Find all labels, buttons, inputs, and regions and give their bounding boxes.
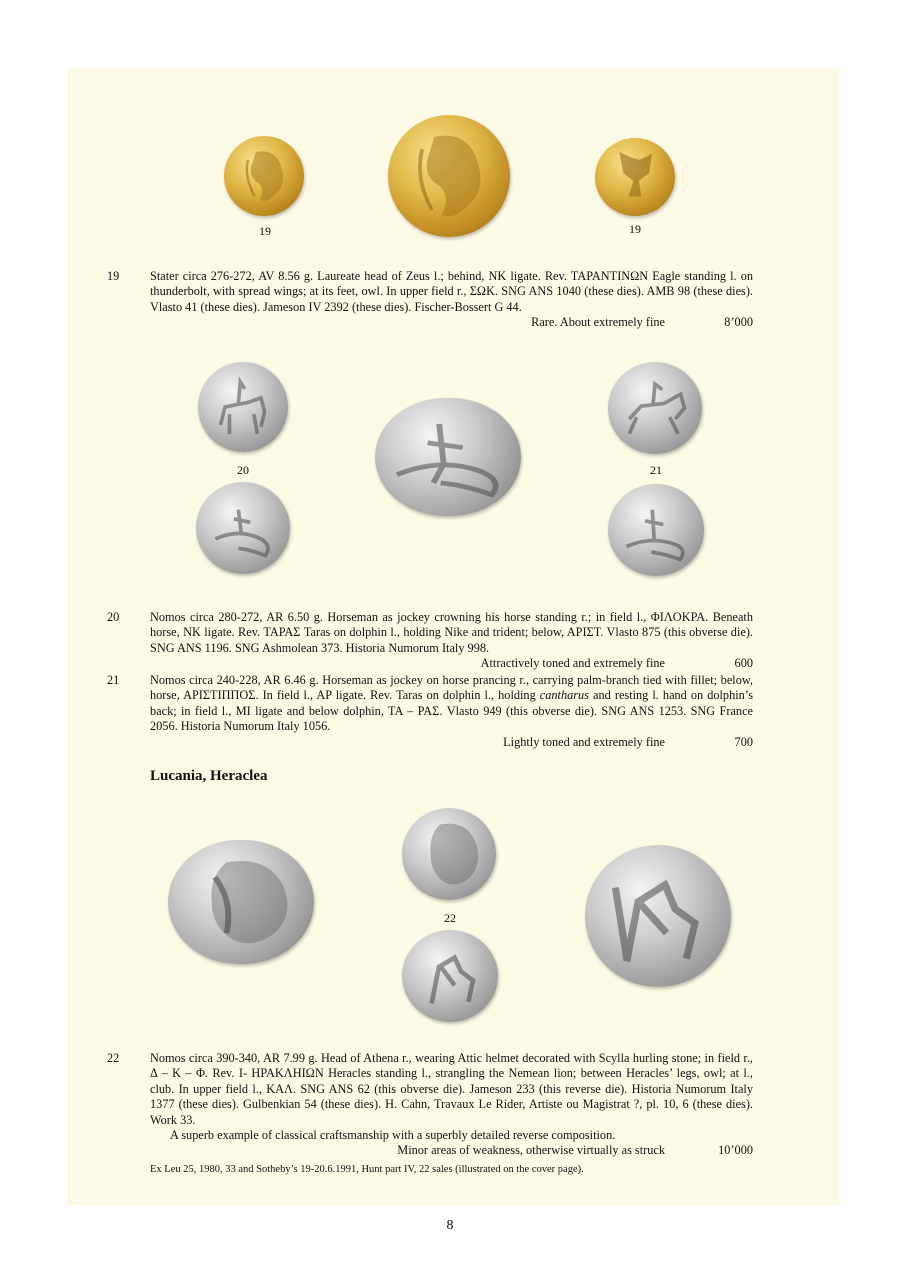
lot-price: 8’000 [724,315,753,330]
coin-20-reverse [196,482,290,574]
coin-21-reverse [608,484,704,576]
coin-label-21: 21 [650,463,662,477]
lot-entry-22 [107,1051,753,1177]
page-number: 8 [446,1218,454,1233]
coin-19-obverse-large [388,115,510,237]
lot-description: Nomos circa 240-228, AR 6.46 g. Horseman as jockey on horse prancing r., carrying palm-branch tied with fillet; below, horse, APIΣTIΠΠOΣ. In field l., AP ligate. Rev. Taras on dolphin l., holding cantharus and resting l. hand on dolphin’s back; in field l., MI ligate and below dolphin, TA – PAΣ. Vlasto 949 (this obverse die). SNG ANS 1253. SNG France 2056. Historia Numorum Italy 1056. [150,673,753,734]
lot-number: 20 [107,610,120,624]
lot-comment: A superb example of classical craftsmanship with a superbly detailed reverse composition. [170,1128,616,1143]
lot-grade: Lightly toned and extremely fine [503,734,665,749]
coin-22-reverse [402,930,498,1022]
coin-22-obverse-enlarged [168,840,314,964]
coin-21-obverse [608,362,702,454]
coin-label-22: 22 [444,911,456,925]
coin-19-reverse [595,138,675,216]
coin-20-obverse [198,362,288,452]
lot-entry-19 [107,269,753,331]
lot-number: 21 [107,673,120,687]
italic-term: cantharus [539,688,589,703]
coin-19-obverse-small [224,136,304,216]
lot-description: Nomos circa 280-272, AR 6.50 g. Horseman as jockey crowning his horse standing r.; in field l., ΦIΛOKPA. Beneath horse, NK ligate. Rev. TAPAΣ Taras on dolphin l., holding Nike and trident; below, APIΣT. Vlasto 875 (this obverse die). SNG ANS 1196. SNG Ashmolean 373. Historia Numorum Italy 998. [150,610,753,655]
lot-price: 600 [734,656,753,671]
coin-label-19b: 19 [629,222,641,236]
coin-label-20: 20 [237,463,249,477]
lot-number: 22 [107,1051,120,1065]
coin-22-obverse [402,808,496,900]
coin-22-reverse-enlarged [585,845,731,987]
lot-grade: Minor areas of weakness, otherwise virtually as struck [397,1143,665,1158]
lot-description: Stater circa 276-272, AV 8.56 g. Laureate head of Zeus l.; behind, NK ligate. Rev. TAPANTINΩN Eagle standing l. on thunderbolt, with spread wings; at its feet, owl. In upper field r., ΣΩK. SNG ANS 1040 (these dies). AMB 98 (these dies). Vlasto 41 (these dies). Jameson IV 2392 (these dies). Fischer-Bossert G 44. [150,269,753,314]
lot-grade: Rare. About extremely fine [531,315,665,330]
section-title: Lucania, Heraclea [150,768,268,784]
coin-20-reverse-enlarged [375,398,521,516]
lot-entry-20 [107,610,753,672]
lot-price: 700 [734,734,753,749]
lot-price: 10’000 [718,1143,753,1158]
coin-label-19a: 19 [259,224,271,238]
lot-number: 19 [107,269,120,283]
provenance-note: Ex Leu 25, 1980, 33 and Sotheby’s 19-20.6.1991, Hunt part IV, 22 sales (illustrated on the cover page). [150,1163,584,1175]
lot-grade: Attractively toned and extremely fine [480,656,665,671]
lot-entry-21 [107,673,753,750]
lot-description: Nomos circa 390-340, AR 7.99 g. Head of Athena r., wearing Attic helmet decorated with Scylla hurling stone; in field r., Δ – K – Φ. Rev. I- HPAKΛHIΩN Heracles standing l., strangling the Nemean lion; between Heracles’ legs, owl; at l., club. In upper field l., KAΛ. SNG ANS 62 (this obverse die). Jameson 233 (this reverse die). Historia Numorum Italy 1377 (these dies). Gulbenkian 54 (these dies). H. Cahn, Travaux Le Rider, Artiste ou Magistrat ?, pl. 10, 6 (these dies). Work 33. [150,1051,753,1127]
